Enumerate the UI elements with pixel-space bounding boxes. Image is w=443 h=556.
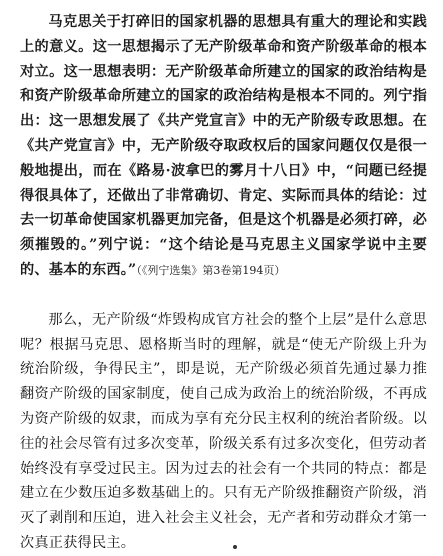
paragraph-1-text: 马克思关于打碎旧的国家机器的思想具有重大的理论和实践上的意义。这一思想揭示了无产阶级革命和资产阶级革命的根本对立。这一思想表明：无产阶级革命所建立的国家的政治结构是和资产阶级革命所建立的国家的政治结构是根本不同的。列宁指出：这一思想发展了《共产党宣言》中的无产阶级专政思想。在《共产党宣言》中，无产阶级夺取政权后的国家问题仅仅是很一般地提出，而在《路易·波拿巴的雾月十八日》中，“问题已经提得很具体了，还做出了非常确切、肯定、实际而具体的结论：过去一切革命使国家机器更加完备，但是这个机器是必须打碎，必须摧毁的。”列宁说：“这个结论是马克思主义国家学说中主要的、基本的东西。” — [20, 14, 427, 278]
lenin-citation: （《列宁选集》第3卷第194页） — [136, 263, 286, 277]
paragraph-2-text: 那么，无产阶级“炸毁构成官方社会的整个上层”是什么意思呢？根据马克思、恩格斯当时的理解，就是“使无产阶级上升为统治阶级，争得民主”，即是说，无产阶级必须首先通过暴力推翻资产阶级的国家制度，使自己成为政治上的统治阶级，不再成为资产阶级的奴隶，而成为享有充分民主权利的统治者阶级。以往的社会尽管有过多次变革，阶级关系有过多次变化，但劳动者始终没有享受过民主。因为过去的社会有一个共同的特点：都是建立在少数压迫多数基础上的。只有无产阶级推翻资产阶级，消灭了剥削和压迫，进入社会主义社会，无产者和劳动群众才第一次真正获得民主。 — [20, 311, 427, 551]
page-mark — [233, 545, 237, 549]
paragraph-proletariat-democracy — [20, 308, 427, 556]
paragraph-marx-state-machine — [20, 10, 427, 284]
